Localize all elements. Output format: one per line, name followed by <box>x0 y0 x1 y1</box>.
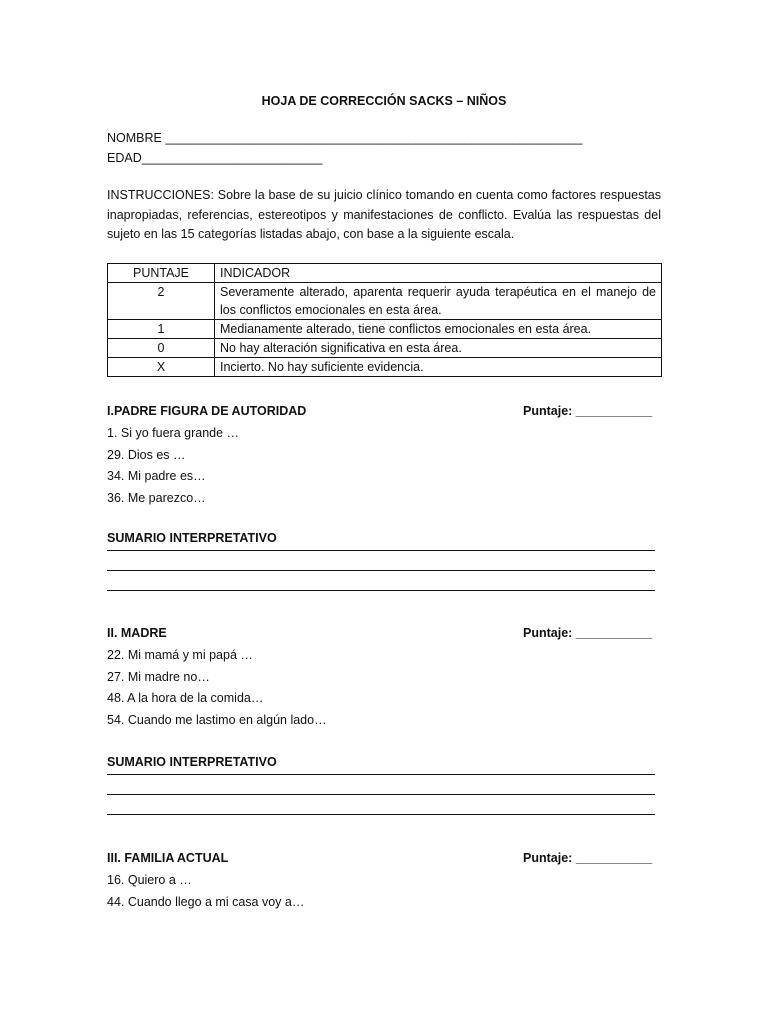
answer-line <box>107 794 655 795</box>
list-item: 22. Mi mamá y mi papá … <box>107 648 253 662</box>
column-header-score: PUNTAJE <box>108 264 215 283</box>
summary-title: SUMARIO INTERPRETATIVO <box>107 755 277 769</box>
instructions-paragraph: INSTRUCCIONES: Sobre la base de su juicio clínico tomando en cuenta como factores respuestas inapropiadas, referencias, estereotipos y manifestaciones de conflicto. Evalúa las respuestas del sujeto en las 15 categorías listadas abajo, con base a la siguiente escala. <box>107 188 661 241</box>
name-field: NOMBRE ____________________________________________________________ <box>107 131 583 145</box>
answer-line <box>107 590 655 591</box>
table-row <box>108 283 662 320</box>
indicator-cell: Incierto. No hay suficiente evidencia. <box>215 358 662 377</box>
section-familia-actual <box>107 850 662 913</box>
indicator-cell: Severamente alterado, aparenta requerir ayuda terapéutica en el manejo de los conflictos emocionales en esta área. <box>215 283 662 320</box>
scale-table <box>107 263 662 377</box>
indicator-cell: No hay alteración significativa en esta área. <box>215 339 662 358</box>
list-item: 44. Cuando llego a mi casa voy a… <box>107 894 305 909</box>
section-padre <box>107 403 662 610</box>
score-cell: X <box>108 358 215 377</box>
table-row <box>108 339 662 358</box>
answer-line <box>107 550 655 551</box>
list-item: 34. Mi padre es… <box>107 469 206 483</box>
section-header <box>107 850 662 870</box>
section-header <box>107 625 662 645</box>
table-header-row <box>108 264 662 283</box>
summary-title: SUMARIO INTERPRETATIVO <box>107 531 277 545</box>
table-row <box>108 320 662 339</box>
score-cell: 0 <box>108 339 215 358</box>
column-header-indicator: INDICADOR <box>215 264 662 283</box>
list-item: 1. Si yo fuera grande … <box>107 426 240 440</box>
list-item: 36. Me parezco… <box>107 490 206 505</box>
list-item: 27. Mi madre no… <box>107 669 210 684</box>
list-item: 16. Quiero a … <box>107 873 192 887</box>
section-header <box>107 403 662 423</box>
section-title: III. FAMILIA ACTUAL <box>107 851 229 865</box>
answer-line <box>107 774 655 775</box>
list-item: 48. A la hora de la comida… <box>107 691 264 705</box>
score-field: Puntaje: ___________ <box>523 851 653 865</box>
age-field: EDAD__________________________ <box>107 151 323 165</box>
document-title: HOJA DE CORRECCIÓN SACKS – NIÑOS <box>261 94 507 108</box>
indicator-cell: Medianamente alterado, tiene conflictos emocionales en esta área. <box>215 320 662 339</box>
list-item: 29. Dios es … <box>107 447 186 462</box>
score-cell: 2 <box>108 283 215 320</box>
list-item: 54. Cuando me lastimo en algún lado… <box>107 712 327 727</box>
answer-line <box>107 814 655 815</box>
table-row <box>108 358 662 377</box>
section-title: I.PADRE FIGURA DE AUTORIDAD <box>107 404 307 418</box>
score-field: Puntaje: ___________ <box>523 626 653 640</box>
section-madre <box>107 625 662 834</box>
section-title: II. MADRE <box>107 626 167 640</box>
answer-line <box>107 570 655 571</box>
score-cell: 1 <box>108 320 215 339</box>
score-field: Puntaje: ___________ <box>523 404 653 418</box>
